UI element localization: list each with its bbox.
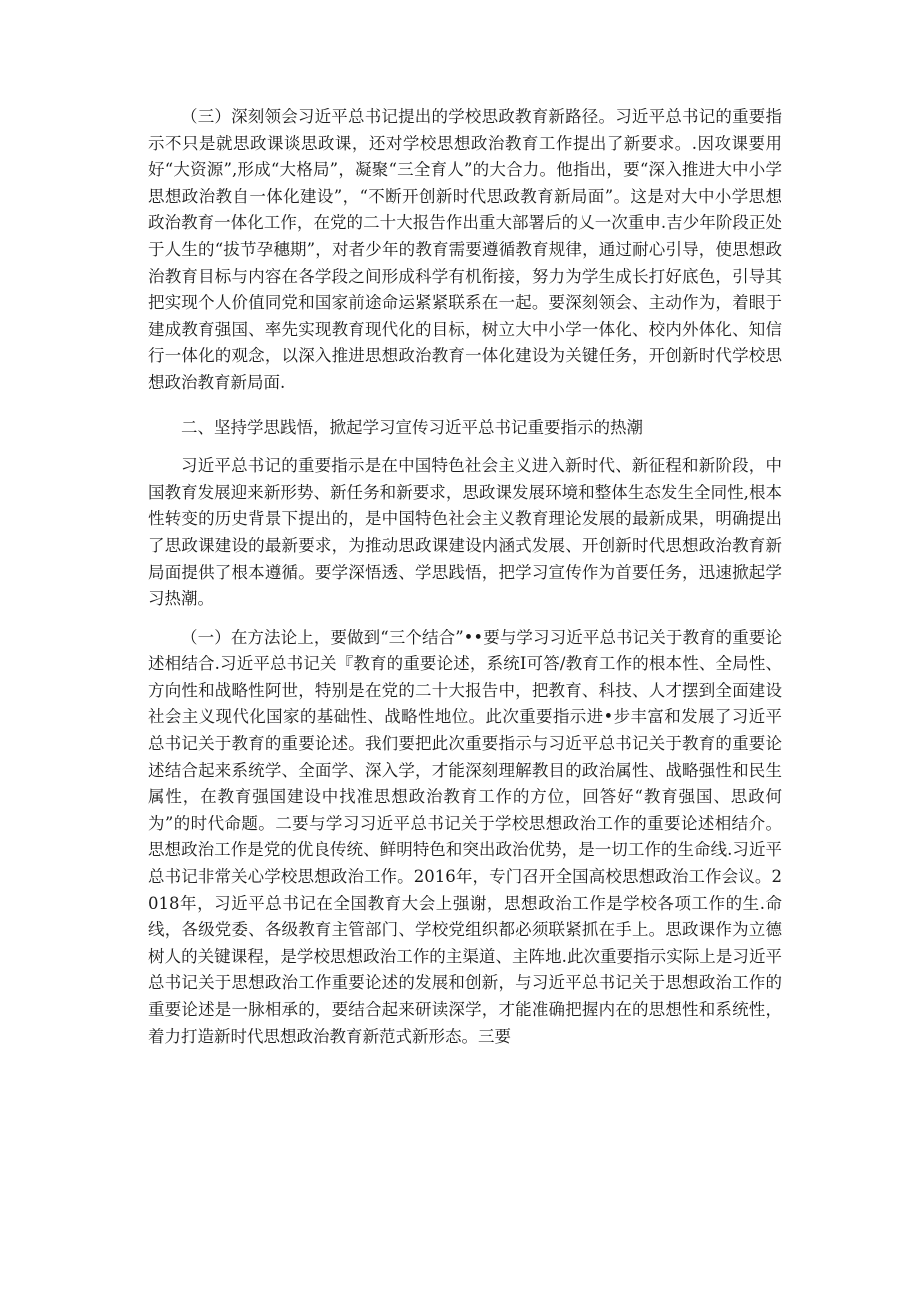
paragraph-intro: 习近平总书记的重要指示是在中国特色社会主义进入新时代、新征程和新阶段，中国教育发展迎来新形势、新任务和新要求，思政课发展环境和整体生态发生全同性,根本性转变的历史背景下提出的，是中国特色社会主义教育理论发展的最新成果，明确提出了思政课建设的最新要求，为推动思政课建设内涵式发展、开创新时代思想政治教育新局面提供了根本遵循。要学深悟透、学思践悟，把学习宣传作为首要任务，迅速掀起学习热潮。 [148,456,782,609]
paragraph-methodology: （一）在方法论上，要做到“三个结合”••要与学习习近平总书记关于教育的重要论述相结合.习近平总书记关『教育的重要论述，系统I可答/教育工作的根本性、全局性、方向性和战略性阿世，特别是在党的二十大报告中，把教育、科技、人才摆到全面建设社会主义现代化国家的基础性、战略性地位。此次重要指示进•步丰富和发展了习近平总书记关于教育的重要论述。我们要把此次重要指示与习近平总书记关于教育的重要论述结合起来系统学、全面学、深入学，才能深刻理解教目的政治属性、战略强性和民生属性，在教育强国建设中找准思想政治教育工作的方位，回答好“教育强国、思政何为”的时代命题。二要与学习习近平总书记关于学校思想政治工作的重要论述相结介。思想政治工作是党的优良传统、鲜明特色和突出政治优势，是一切工作的生命线.习近平总书记非常关心学校思想政治工作。2016年，专门召开全国高校思想政治工作会议。2018年，习近平总书记在全国教育大会上强谢，思想政治工作是学校各项工作的生.命线，各级党委、各级教育主管部门、学校党组织都必须联紧抓在手上。思政课作为立德树人的关键课程，是学校思想政治工作的主渠道、主阵地.此次重要指示实际上是习近平总书记关于思想政治工作重要论述的发展和创新，与习近平总书记关于思想政治工作的重要论述是一脉相承的，要结合起来研读深学，才能准确把握内在的思想性和系统性，着力打造新时代思想政治教育新范式新形态。三要 [148,627,782,1046]
section-heading-2: 二、坚持学思践悟，掀起学习宣传习近平总书记重要指示的热潮 [181,417,643,437]
paragraph-section-3: （三）深刻领会习近平总书记提出的学校思政教育新路径。习近平总书记的重要指示不只是就思政课谈思政课，还对学校思想政治教育工作提出了新要求。.因攻课要用好“大资源”,形成“大格局”，凝聚“三全育人”的大合力。他指出，要“深入推进大中小学思想政治教自一体化建设”，“不断开创新时代思政教育新局面”。这是对大中小学思想政治教育一体化工作，在党的二十大报告作出重大部署后的乂一次重申.吉少年阶段正处于人生的“拔节孕穗期”，对者少年的教育需要遵循教育规律，通过耐心引导，使思想政治教育目标与内容在各学段之间形成科学有机衔接，努力为学生成长打好底色，引导其把实现个人价值同党和国家前途命运紧紧联系在一起。要深刻领会、主动作为，着眼于建成教育强国、率先实现教育现代化的目标，树立大中小学一体化、校内外体化、知信行一体化的观念，以深入推进思想政治教育一体化建设为关键任务，开创新时代学校思想政治教育新局面. [148,107,782,392]
document-page [148,104,782,1050]
